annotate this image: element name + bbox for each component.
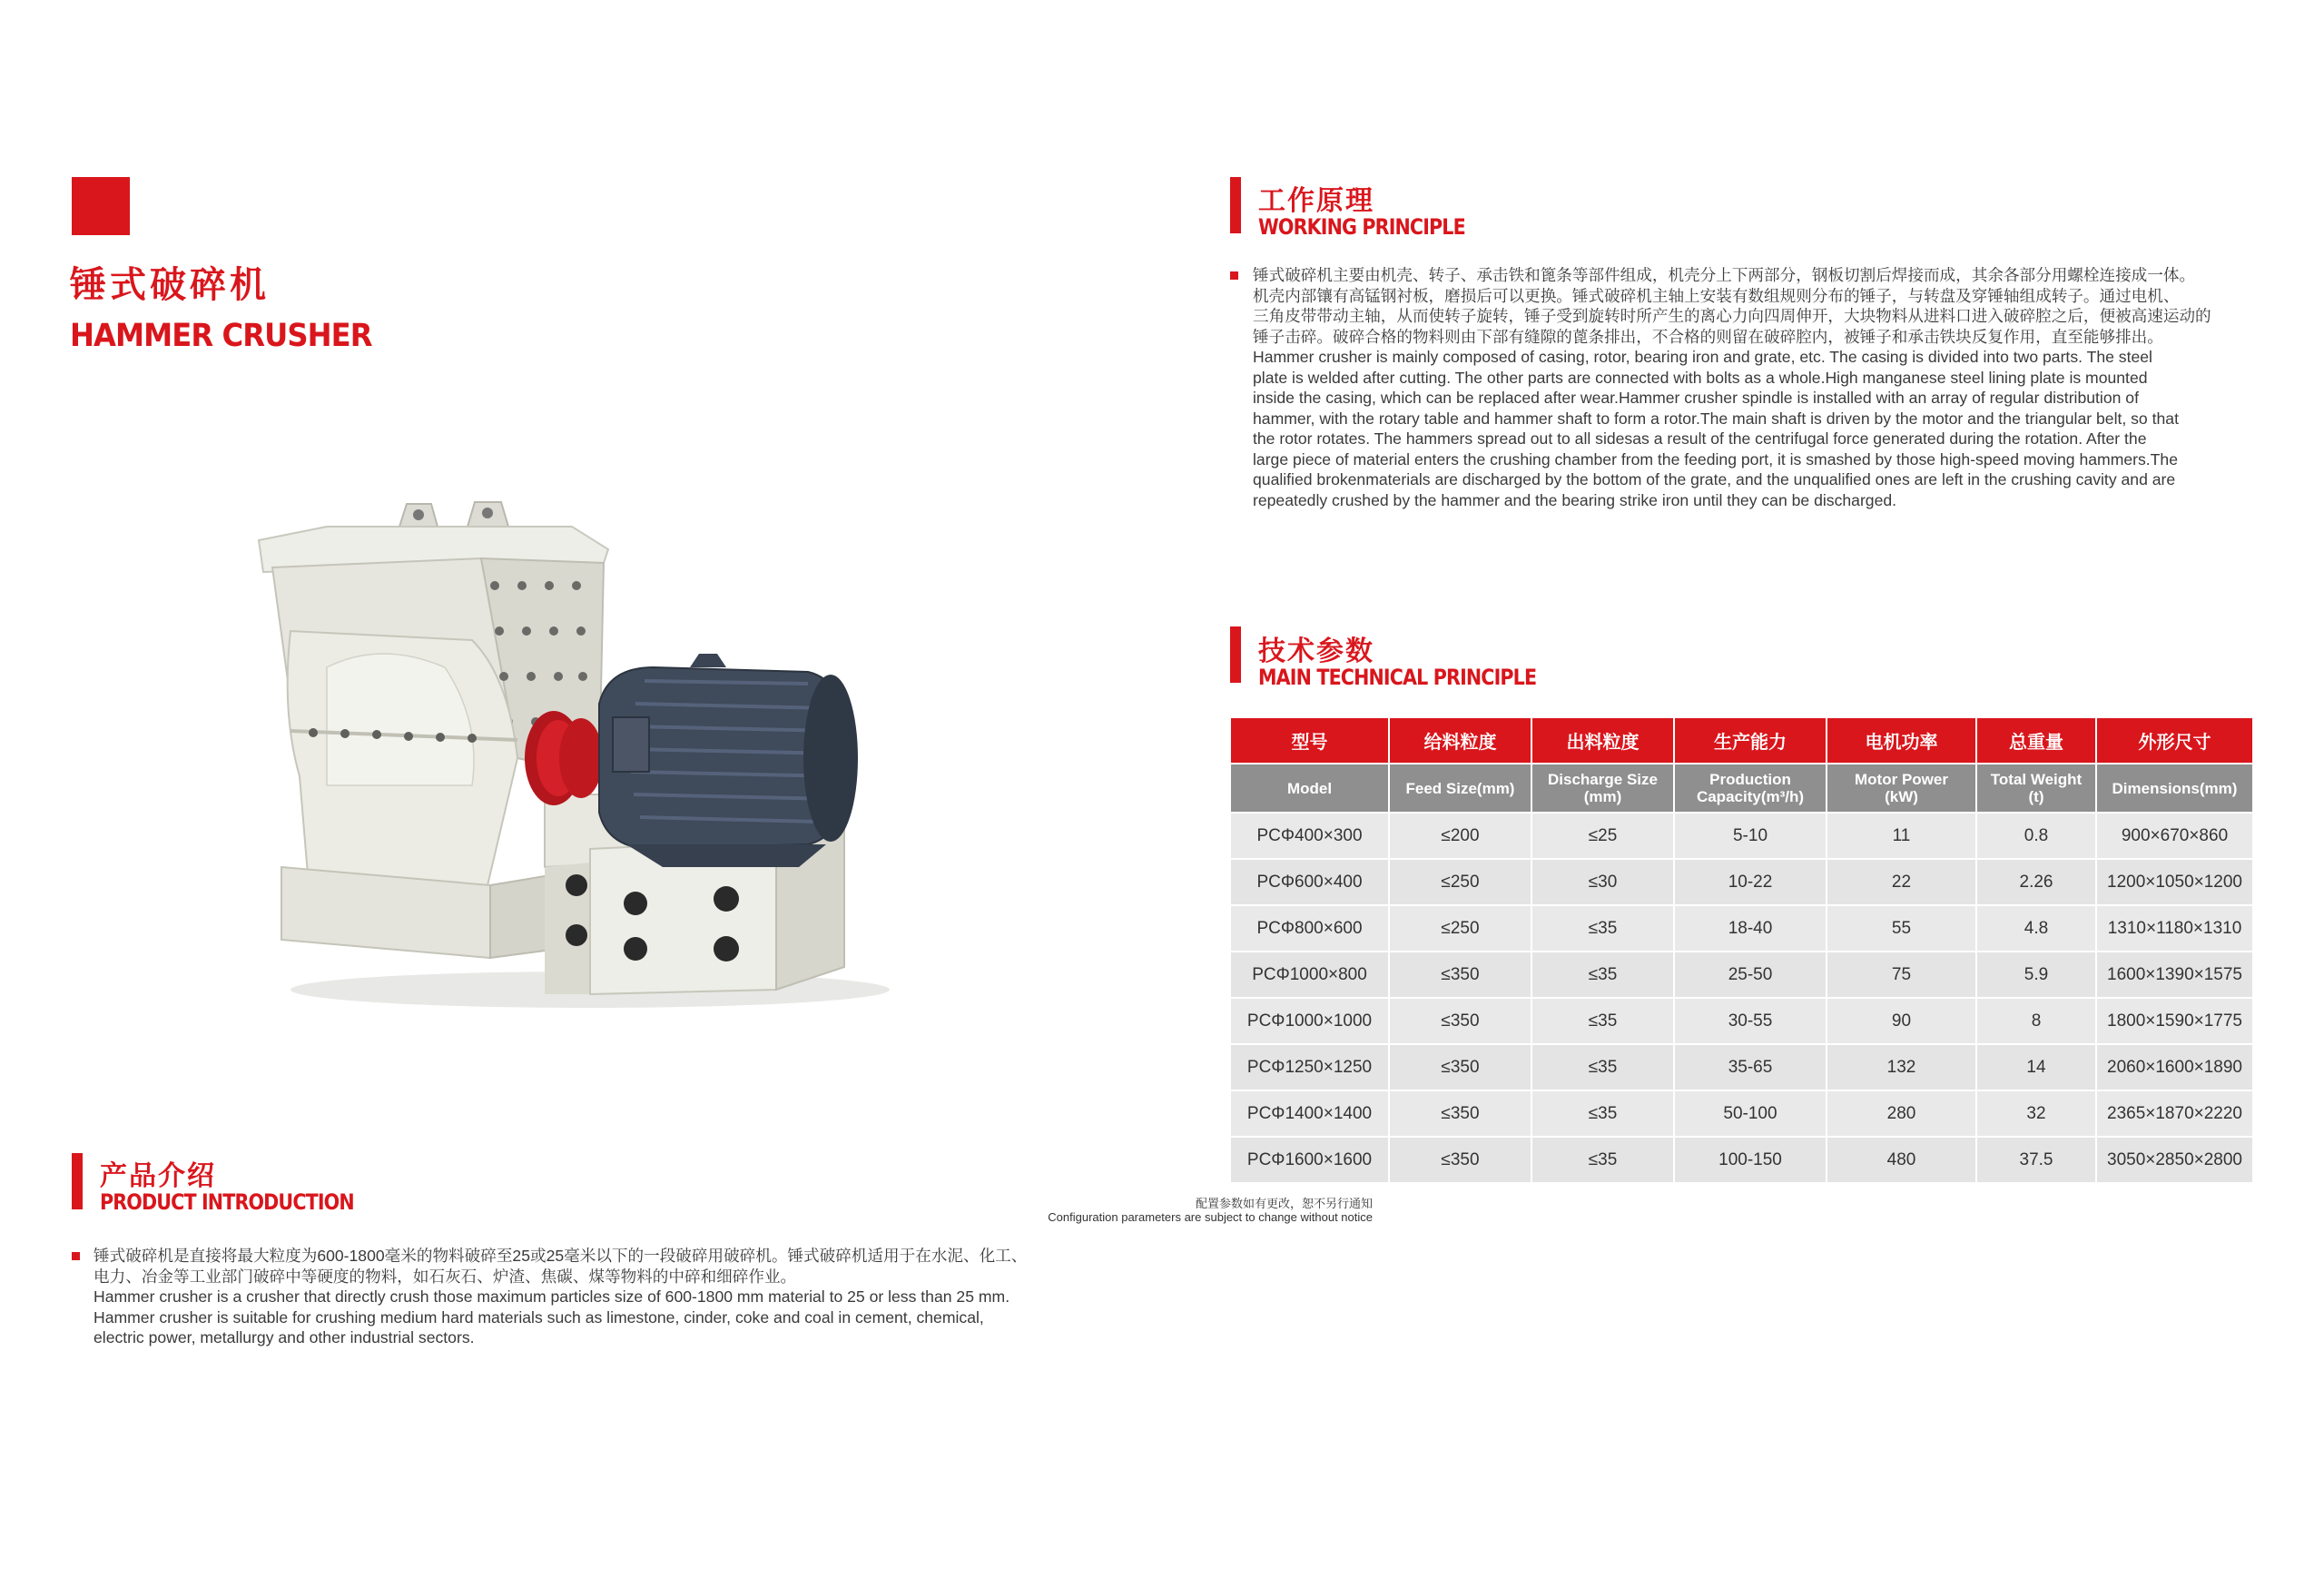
header-en-motor-power (1827, 764, 1976, 813)
tech-heading-bar (1230, 626, 1241, 683)
table-row (1231, 1044, 2252, 1090)
cell-capacity: 18-40 (1674, 905, 1827, 952)
working-heading-en: WORKING PRINCIPLE (1258, 214, 1465, 240)
working-line: 三角皮带带动主轴，从而使转子旋转，锤子受到旋转时所产生的离心力向四周伸开，大块物料从进料口进入破碎腔之后，便被高速运动的 (1253, 307, 2211, 325)
cell-discharge-size: ≤30 (1531, 859, 1674, 905)
cell-feed-size: ≤350 (1389, 1044, 1531, 1090)
cell-discharge-size: ≤35 (1531, 1044, 1674, 1090)
cell-capacity: 10-22 (1674, 859, 1827, 905)
header-en-text: Motor Power (1855, 771, 1948, 788)
intro-line: 电力、冶金等工业部门破碎中等硬度的物料，如石灰石、炉渣、焦碳、煤等物料的中碎和细碎作业。 (94, 1267, 797, 1286)
working-heading-bar (1230, 177, 1241, 233)
tech-heading-cn: 技术参数 (1258, 636, 1374, 666)
product-title-cn: 锤式破碎机 (70, 265, 270, 305)
working-line: the rotor rotates. The hammers spread out to all sidesas a result of the centrifugal force generated during the rotation. After the (1253, 429, 2147, 448)
cell-motor-power: 132 (1827, 1044, 1976, 1090)
working-line: 锤式破碎机主要由机壳、转子、承击铁和篦条等部件组成，机壳分上下两部分，钢板切割后焊接而成，其余各部分用螺栓连接成一体。 (1253, 266, 2196, 284)
header-en-model (1231, 764, 1389, 813)
working-line: inside the casing, which can be replaced after wear.Hammer crusher spindle is installed with an array of regular distribution of (1253, 389, 2139, 407)
intro-line: 锤式破碎机是直接将最大粒度为600-1800毫米的物料破碎至25或25毫米以下的一段破碎用破碎机。锤式破碎机适用于在水泥、化工、 (94, 1247, 1028, 1265)
cell-model: PCΦ1400×1400 (1231, 1090, 1389, 1137)
working-line: plate is welded after cutting. The other parts are connected with bolts as a whole.High manganese steel lining plate is mounted (1253, 368, 2148, 387)
cell-dimensions: 1200×1050×1200 (2096, 859, 2252, 905)
cell-dimensions: 3050×2850×2800 (2096, 1137, 2252, 1182)
cell-dimensions: 1600×1390×1575 (2096, 952, 2252, 998)
product-title-en: HAMMER CRUSHER (70, 318, 372, 354)
cell-discharge-size: ≤25 (1531, 813, 1674, 859)
cell-feed-size: ≤350 (1389, 1137, 1531, 1182)
cell-motor-power: 22 (1827, 859, 1976, 905)
cell-total-weight: 5.9 (1976, 952, 2096, 998)
working-line: hammer, with the rotary table and hammer shaft to form a rotor.The main shaft is driven by the motor and the triangular belt, so that (1253, 409, 2179, 428)
intro-paragraph (94, 1246, 1101, 1348)
config-note-en: Configuration parameters are subject to change without notice (1048, 1210, 1373, 1224)
cell-model: PCΦ600×400 (1231, 859, 1389, 905)
config-note-cn: 配置参数如有更改，恕不另行通知 (1195, 1197, 1373, 1210)
header-en-capacity (1674, 764, 1827, 813)
header-en-dimensions (2096, 764, 2252, 813)
working-heading-cn: 工作原理 (1258, 186, 1374, 216)
table-row (1231, 859, 2252, 905)
cell-feed-size: ≤200 (1389, 813, 1531, 859)
cell-total-weight: 32 (1976, 1090, 2096, 1137)
cell-feed-size: ≤250 (1389, 905, 1531, 952)
cell-discharge-size: ≤35 (1531, 998, 1674, 1044)
intro-line: Hammer crusher is suitable for crushing medium hard materials such as limestone, cinder, coke and coal in cement, chemical, (94, 1307, 984, 1327)
header-en-text: (kW) (1885, 788, 1918, 805)
table-row (1231, 1137, 2252, 1182)
intro-heading-cn: 产品介绍 (100, 1161, 216, 1191)
working-paragraph (1253, 265, 2260, 510)
brand-square (72, 177, 130, 235)
working-line: Hammer crusher is mainly composed of casing, rotor, bearing iron and grate, etc. The casing is divided into two parts. The steel (1253, 348, 2152, 366)
table-row (1231, 905, 2252, 952)
cell-feed-size: ≤350 (1389, 952, 1531, 998)
cell-model: PCΦ1000×1000 (1231, 998, 1389, 1044)
cell-discharge-size: ≤35 (1531, 952, 1674, 998)
cell-dimensions: 900×670×860 (2096, 813, 2252, 859)
header-en-text: (mm) (1583, 788, 1622, 805)
cell-motor-power: 280 (1827, 1090, 1976, 1137)
cell-capacity: 30-55 (1674, 998, 1827, 1044)
header-cn-total-weight: 总重量 (1976, 718, 2096, 764)
cell-capacity: 5-10 (1674, 813, 1827, 859)
working-line: qualified brokenmaterials are discharged by the bottom of the grate, and the unqualified ones are left in the crushing cavity and are (1253, 470, 2176, 488)
hammer-crusher-illustration (245, 486, 908, 1021)
header-cn-motor-power: 电机功率 (1827, 718, 1976, 764)
cell-dimensions: 2060×1600×1890 (2096, 1044, 2252, 1090)
header-cn-feed-size: 给料粒度 (1389, 718, 1531, 764)
header-en-text: Discharge Size (1548, 771, 1658, 788)
cell-model: PCΦ1250×1250 (1231, 1044, 1389, 1090)
cell-discharge-size: ≤35 (1531, 1090, 1674, 1137)
header-en-text: (t) (2028, 788, 2044, 805)
header-row-en (1231, 764, 2252, 813)
intro-line: electric power, metallurgy and other industrial sectors. (94, 1328, 475, 1346)
cell-dimensions: 1310×1180×1310 (2096, 905, 2252, 952)
working-line: 锤子击碎。破碎合格的物料则由下部有缝隙的蓖条排出，不合格的则留在破碎腔内，被锤子和承击铁块反复作用，直至能够排出。 (1253, 327, 2163, 346)
cell-total-weight: 4.8 (1976, 905, 2096, 952)
header-en-text: Feed Size(mm) (1405, 779, 1515, 797)
cell-model: PCΦ800×600 (1231, 905, 1389, 952)
cell-motor-power: 480 (1827, 1137, 1976, 1182)
cell-total-weight: 14 (1976, 1044, 2096, 1090)
table-row (1231, 952, 2252, 998)
cell-dimensions: 2365×1870×2220 (2096, 1090, 2252, 1137)
cell-model: PCΦ400×300 (1231, 813, 1389, 859)
cell-motor-power: 75 (1827, 952, 1976, 998)
cell-motor-power: 11 (1827, 813, 1976, 859)
table-row (1231, 1090, 2252, 1137)
header-en-text: Capacity(m³/h) (1696, 788, 1805, 805)
cell-capacity: 25-50 (1674, 952, 1827, 998)
cell-model: PCΦ1000×800 (1231, 952, 1389, 998)
working-line: repeatedly crushed by the hammer and the bearing strike iron until they can be discharged. (1253, 490, 1897, 509)
header-row-cn (1231, 718, 2252, 764)
header-en-total-weight (1976, 764, 2096, 813)
cell-discharge-size: ≤35 (1531, 1137, 1674, 1182)
cell-feed-size: ≤350 (1389, 1090, 1531, 1137)
cell-discharge-size: ≤35 (1531, 905, 1674, 952)
cell-motor-power: 90 (1827, 998, 1976, 1044)
table-row (1231, 813, 2252, 859)
spec-table (1231, 718, 2252, 1182)
working-bullet (1230, 271, 1238, 280)
cell-capacity: 100-150 (1674, 1137, 1827, 1182)
header-cn-model: 型号 (1231, 718, 1389, 764)
tech-heading-en: MAIN TECHNICAL PRINCIPLE (1258, 665, 1537, 690)
cell-total-weight: 8 (1976, 998, 2096, 1044)
intro-heading-en: PRODUCT INTRODUCTION (100, 1189, 354, 1215)
header-en-text: Model (1286, 779, 1333, 797)
cell-motor-power: 55 (1827, 905, 1976, 952)
cell-total-weight: 0.8 (1976, 813, 2096, 859)
cell-dimensions: 1800×1590×1775 (2096, 998, 2252, 1044)
cell-capacity: 50-100 (1674, 1090, 1827, 1137)
working-line: 机壳内部镶有高锰钢衬板，磨损后可以更换。锤式破碎机主轴上安装有数组规则分布的锤子，与转盘及穿锤轴组成转子。通过电机、 (1253, 286, 2180, 305)
header-en-text: Dimensions(mm) (2112, 779, 2238, 797)
cell-total-weight: 37.5 (1976, 1137, 2096, 1182)
cell-model: PCΦ1600×1600 (1231, 1137, 1389, 1182)
header-en-text: Production (1709, 771, 1791, 788)
working-line: large piece of material enters the crushing chamber from the feeding port, it is smashed by those high-speed moving hammers.The (1253, 449, 2178, 469)
header-cn-discharge-size: 出料粒度 (1531, 718, 1674, 764)
cell-total-weight: 2.26 (1976, 859, 2096, 905)
header-cn-dimensions: 外形尺寸 (2096, 718, 2252, 764)
cell-feed-size: ≤250 (1389, 859, 1531, 905)
header-en-text: Total Weight (1990, 771, 2083, 788)
header-en-discharge-size (1531, 764, 1674, 813)
table-row (1231, 998, 2252, 1044)
cell-feed-size: ≤350 (1389, 998, 1531, 1044)
intro-line: Hammer crusher is a crusher that directly crush those maximum particles size of 600-1800 mm material to 25 or less than 25 mm. (94, 1287, 1010, 1306)
intro-heading-bar (72, 1153, 83, 1209)
intro-bullet (72, 1252, 80, 1260)
cell-capacity: 35-65 (1674, 1044, 1827, 1090)
header-en-feed-size (1389, 764, 1531, 813)
header-cn-capacity: 生产能力 (1674, 718, 1827, 764)
